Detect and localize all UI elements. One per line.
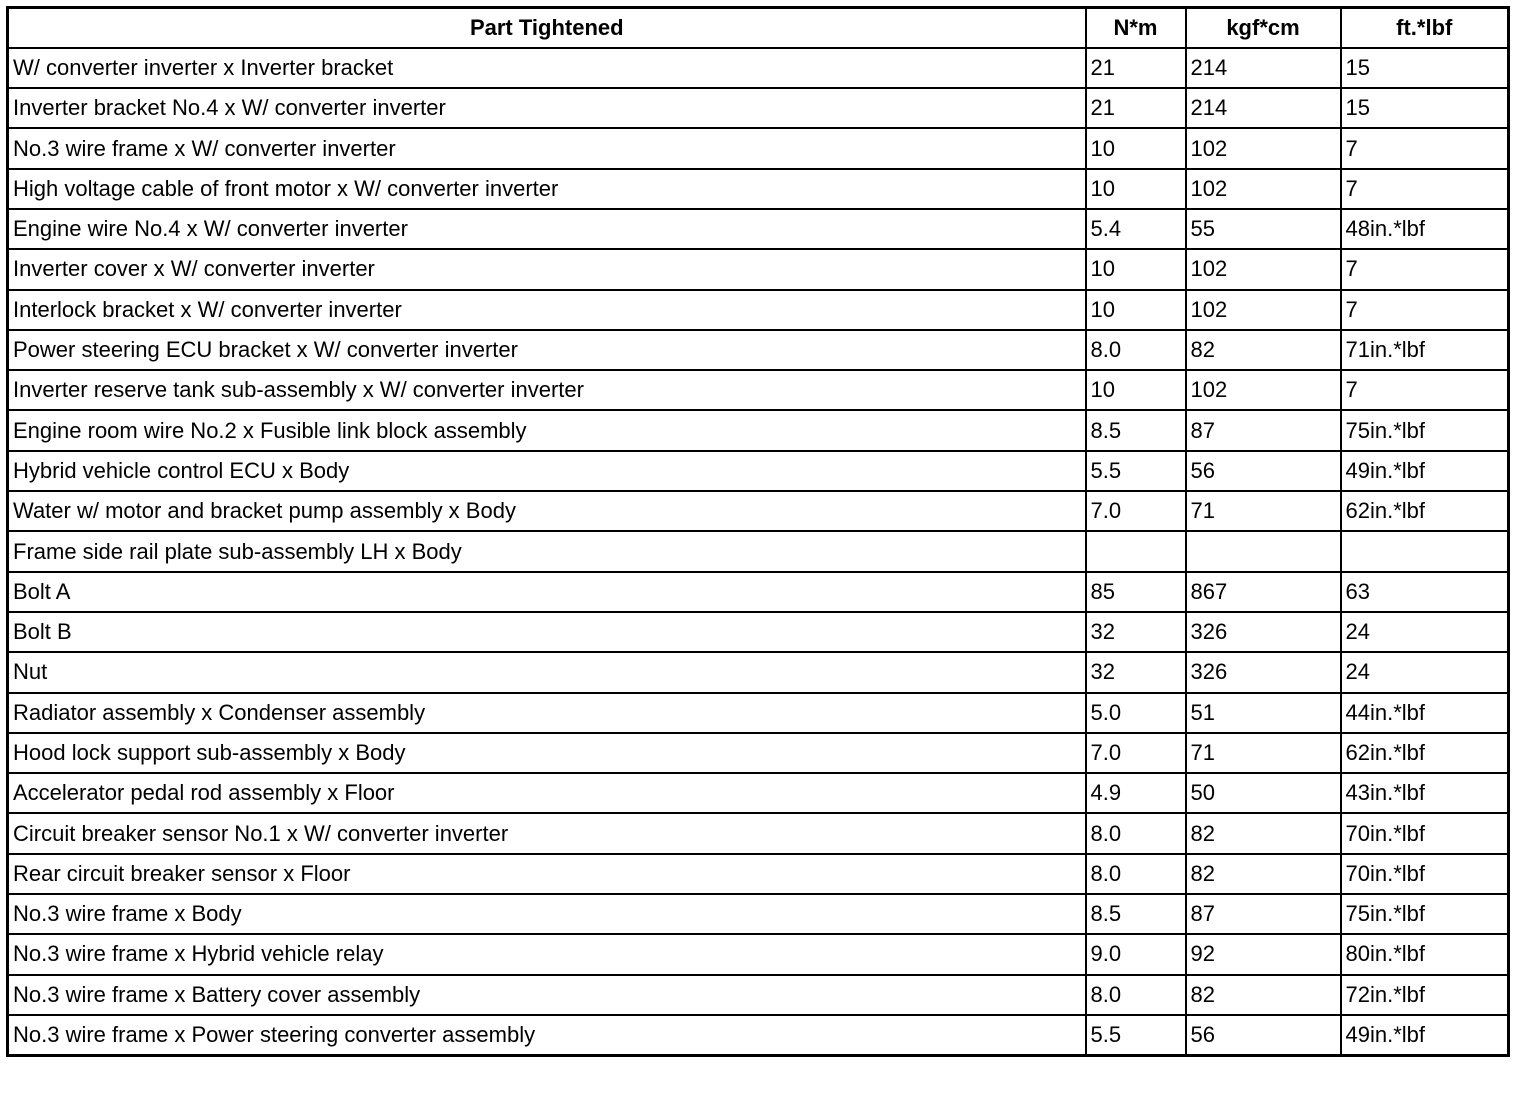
table-row bbox=[8, 813, 1509, 853]
cell-ft-lbf: 44in.*lbf bbox=[1341, 693, 1509, 733]
cell-nm: 10 bbox=[1086, 249, 1186, 289]
cell-kgf-cm: 102 bbox=[1186, 370, 1341, 410]
header-row bbox=[8, 8, 1509, 48]
cell-kgf-cm: 56 bbox=[1186, 451, 1341, 491]
cell-part: No.3 wire frame x Hybrid vehicle relay bbox=[8, 934, 1086, 974]
cell-nm: 5.5 bbox=[1086, 1015, 1186, 1055]
header-kgf-cm: kgf*cm bbox=[1186, 8, 1341, 48]
table-row bbox=[8, 330, 1509, 370]
cell-ft-lbf: 7 bbox=[1341, 169, 1509, 209]
cell-part: Bolt A bbox=[8, 572, 1086, 612]
cell-part: No.3 wire frame x Power steering converter assembly bbox=[8, 1015, 1086, 1055]
table-body bbox=[8, 48, 1509, 1055]
cell-nm bbox=[1086, 531, 1186, 571]
cell-part: Inverter cover x W/ converter inverter bbox=[8, 249, 1086, 289]
cell-nm: 10 bbox=[1086, 128, 1186, 168]
cell-part: Bolt B bbox=[8, 612, 1086, 652]
cell-part: Nut bbox=[8, 652, 1086, 692]
table-row bbox=[8, 934, 1509, 974]
cell-ft-lbf: 62in.*lbf bbox=[1341, 491, 1509, 531]
cell-nm: 8.5 bbox=[1086, 894, 1186, 934]
cell-nm: 7.0 bbox=[1086, 733, 1186, 773]
cell-nm: 10 bbox=[1086, 290, 1186, 330]
table-row bbox=[8, 290, 1509, 330]
table-row bbox=[8, 693, 1509, 733]
cell-part: W/ converter inverter x Inverter bracket bbox=[8, 48, 1086, 88]
cell-part: No.3 wire frame x W/ converter inverter bbox=[8, 128, 1086, 168]
cell-nm: 7.0 bbox=[1086, 491, 1186, 531]
cell-kgf-cm: 82 bbox=[1186, 330, 1341, 370]
table-row bbox=[8, 572, 1509, 612]
cell-ft-lbf: 24 bbox=[1341, 612, 1509, 652]
table-row bbox=[8, 733, 1509, 773]
cell-ft-lbf: 48in.*lbf bbox=[1341, 209, 1509, 249]
table-row bbox=[8, 531, 1509, 571]
cell-ft-lbf: 70in.*lbf bbox=[1341, 813, 1509, 853]
cell-ft-lbf: 80in.*lbf bbox=[1341, 934, 1509, 974]
cell-nm: 5.5 bbox=[1086, 451, 1186, 491]
cell-nm: 8.5 bbox=[1086, 410, 1186, 450]
cell-ft-lbf: 49in.*lbf bbox=[1341, 451, 1509, 491]
cell-kgf-cm: 87 bbox=[1186, 894, 1341, 934]
cell-kgf-cm: 82 bbox=[1186, 854, 1341, 894]
cell-nm: 10 bbox=[1086, 169, 1186, 209]
table-row bbox=[8, 128, 1509, 168]
cell-ft-lbf: 49in.*lbf bbox=[1341, 1015, 1509, 1055]
cell-part: Radiator assembly x Condenser assembly bbox=[8, 693, 1086, 733]
table-row bbox=[8, 491, 1509, 531]
cell-kgf-cm: 51 bbox=[1186, 693, 1341, 733]
table-row bbox=[8, 410, 1509, 450]
cell-kgf-cm: 87 bbox=[1186, 410, 1341, 450]
cell-ft-lbf: 75in.*lbf bbox=[1341, 410, 1509, 450]
cell-kgf-cm: 102 bbox=[1186, 128, 1341, 168]
table-row bbox=[8, 894, 1509, 934]
cell-ft-lbf: 7 bbox=[1341, 370, 1509, 410]
cell-part: Engine room wire No.2 x Fusible link block assembly bbox=[8, 410, 1086, 450]
cell-nm: 4.9 bbox=[1086, 773, 1186, 813]
cell-part: Inverter bracket No.4 x W/ converter inverter bbox=[8, 88, 1086, 128]
cell-part: Accelerator pedal rod assembly x Floor bbox=[8, 773, 1086, 813]
cell-part: Water w/ motor and bracket pump assembly x Body bbox=[8, 491, 1086, 531]
cell-kgf-cm: 867 bbox=[1186, 572, 1341, 612]
table-row bbox=[8, 169, 1509, 209]
cell-ft-lbf: 75in.*lbf bbox=[1341, 894, 1509, 934]
cell-part: Hood lock support sub-assembly x Body bbox=[8, 733, 1086, 773]
cell-nm: 8.0 bbox=[1086, 330, 1186, 370]
cell-nm: 8.0 bbox=[1086, 975, 1186, 1015]
cell-kgf-cm: 102 bbox=[1186, 169, 1341, 209]
cell-ft-lbf: 7 bbox=[1341, 128, 1509, 168]
cell-kgf-cm bbox=[1186, 531, 1341, 571]
cell-ft-lbf: 7 bbox=[1341, 249, 1509, 289]
cell-part: Hybrid vehicle control ECU x Body bbox=[8, 451, 1086, 491]
cell-nm: 21 bbox=[1086, 48, 1186, 88]
cell-part: Interlock bracket x W/ converter inverter bbox=[8, 290, 1086, 330]
cell-ft-lbf: 63 bbox=[1341, 572, 1509, 612]
cell-ft-lbf: 62in.*lbf bbox=[1341, 733, 1509, 773]
cell-nm: 8.0 bbox=[1086, 813, 1186, 853]
header-nm: N*m bbox=[1086, 8, 1186, 48]
cell-ft-lbf: 24 bbox=[1341, 652, 1509, 692]
cell-kgf-cm: 326 bbox=[1186, 612, 1341, 652]
table-row bbox=[8, 1015, 1509, 1055]
cell-kgf-cm: 102 bbox=[1186, 290, 1341, 330]
cell-nm: 10 bbox=[1086, 370, 1186, 410]
cell-kgf-cm: 102 bbox=[1186, 249, 1341, 289]
cell-nm: 21 bbox=[1086, 88, 1186, 128]
table-row bbox=[8, 773, 1509, 813]
cell-kgf-cm: 56 bbox=[1186, 1015, 1341, 1055]
cell-part: Rear circuit breaker sensor x Floor bbox=[8, 854, 1086, 894]
cell-nm: 32 bbox=[1086, 612, 1186, 652]
cell-ft-lbf: 15 bbox=[1341, 88, 1509, 128]
cell-kgf-cm: 82 bbox=[1186, 975, 1341, 1015]
cell-kgf-cm: 326 bbox=[1186, 652, 1341, 692]
cell-nm: 5.4 bbox=[1086, 209, 1186, 249]
cell-part: No.3 wire frame x Body bbox=[8, 894, 1086, 934]
cell-part: Inverter reserve tank sub-assembly x W/ converter inverter bbox=[8, 370, 1086, 410]
cell-ft-lbf: 70in.*lbf bbox=[1341, 854, 1509, 894]
cell-nm: 9.0 bbox=[1086, 934, 1186, 974]
table-row bbox=[8, 975, 1509, 1015]
cell-ft-lbf: 43in.*lbf bbox=[1341, 773, 1509, 813]
table-row bbox=[8, 88, 1509, 128]
cell-part: No.3 wire frame x Battery cover assembly bbox=[8, 975, 1086, 1015]
cell-kgf-cm: 71 bbox=[1186, 733, 1341, 773]
cell-kgf-cm: 55 bbox=[1186, 209, 1341, 249]
cell-part: Power steering ECU bracket x W/ converter inverter bbox=[8, 330, 1086, 370]
cell-ft-lbf: 72in.*lbf bbox=[1341, 975, 1509, 1015]
cell-kgf-cm: 82 bbox=[1186, 813, 1341, 853]
table-row bbox=[8, 652, 1509, 692]
cell-ft-lbf: 7 bbox=[1341, 290, 1509, 330]
torque-spec-table bbox=[6, 6, 1510, 1057]
cell-nm: 5.0 bbox=[1086, 693, 1186, 733]
cell-nm: 85 bbox=[1086, 572, 1186, 612]
table-row bbox=[8, 612, 1509, 652]
cell-kgf-cm: 50 bbox=[1186, 773, 1341, 813]
table-row bbox=[8, 370, 1509, 410]
table-row bbox=[8, 48, 1509, 88]
cell-ft-lbf bbox=[1341, 531, 1509, 571]
cell-part: Engine wire No.4 x W/ converter inverter bbox=[8, 209, 1086, 249]
cell-part: Frame side rail plate sub-assembly LH x Body bbox=[8, 531, 1086, 571]
cell-ft-lbf: 15 bbox=[1341, 48, 1509, 88]
cell-kgf-cm: 71 bbox=[1186, 491, 1341, 531]
cell-ft-lbf: 71in.*lbf bbox=[1341, 330, 1509, 370]
table-row bbox=[8, 249, 1509, 289]
table-row bbox=[8, 451, 1509, 491]
cell-kgf-cm: 92 bbox=[1186, 934, 1341, 974]
header-ft-lbf: ft.*lbf bbox=[1341, 8, 1509, 48]
cell-part: Circuit breaker sensor No.1 x W/ converter inverter bbox=[8, 813, 1086, 853]
cell-nm: 32 bbox=[1086, 652, 1186, 692]
header-part-tightened: Part Tightened bbox=[8, 8, 1086, 48]
cell-kgf-cm: 214 bbox=[1186, 88, 1341, 128]
table-row bbox=[8, 209, 1509, 249]
table-row bbox=[8, 854, 1509, 894]
cell-part: High voltage cable of front motor x W/ converter inverter bbox=[8, 169, 1086, 209]
cell-kgf-cm: 214 bbox=[1186, 48, 1341, 88]
cell-nm: 8.0 bbox=[1086, 854, 1186, 894]
